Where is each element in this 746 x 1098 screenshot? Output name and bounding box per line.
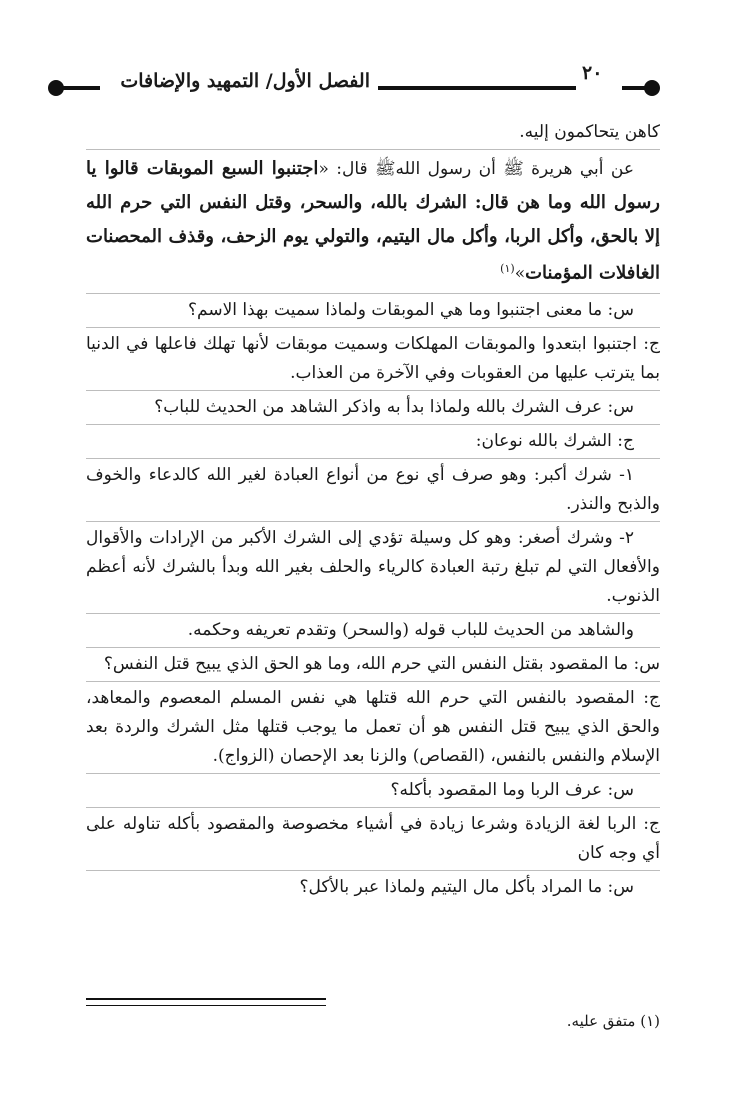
question-2: س: عرف الشرك بالله ولماذا بدأ به واذكر الشاهد من الحديث للباب؟ — [86, 390, 660, 424]
page-body — [86, 116, 660, 904]
answer-2: ج: الشرك بالله نوعان: — [86, 424, 660, 458]
footnote-ref: (١) — [500, 262, 515, 275]
question-1: س: ما معنى اجتنبوا وما هي الموبقات ولماذا سميت بهذا الاسم؟ — [86, 293, 660, 327]
header-rule-middle — [378, 86, 576, 90]
paragraph-intro: كاهن يتحاكمون إليه. — [519, 122, 660, 142]
question-5: س: ما المراد بأكل مال اليتيم ولماذا عبر بالأكل؟ — [86, 870, 660, 904]
header-rule-left — [62, 86, 100, 90]
page-number: ٢٠ — [582, 62, 603, 84]
hadith-paragraph — [86, 149, 660, 293]
chapter-title: الفصل الأول/ التمهيد والإضافات — [120, 70, 370, 92]
header-right-dot — [644, 80, 660, 96]
hadith-intro: عن أبي هريرة ﷺ أن رسول اللهﷺ قال: « — [318, 159, 634, 179]
answer-1: ج: اجتنبوا ابتعدوا والموبقات المهلكات وسميت موبقات لأنها تهلك فاعلها في الدنيا بما يترتب عليها من العقوبات وفي الآخرة من العذاب. — [86, 327, 660, 390]
question-4: س: عرف الربا وما المقصود بأكله؟ — [86, 773, 660, 807]
hadith-text: اجتنبوا السبع الموبقات قالوا يا رسول الله وما هن قال: الشرك بالله، والسحر، وقتل النفس التي حرم الله إلا بالحق، وأكل الربا، وأكل مال اليتيم، والتولي يوم الزحف، وقذف المحصنات الغافلات المؤمنات — [86, 158, 660, 284]
answer-4: ج: الربا لغة الزيادة وشرعا زيادة في أشياء مخصوصة والمقصود بأكله تناوله على أي وجه كان — [86, 807, 660, 870]
question-3: س: ما المقصود بقتل النفس التي حرم الله، وما هو الحق الذي يبيح قتل النفس؟ — [86, 647, 660, 681]
answer-2-item-1: ١- شرك أكبر: وهو صرف أي نوع من أنواع العبادة لغير الله كالدعاء والخوف والذبح والنذر. — [86, 458, 660, 521]
answer-2-witness: والشاهد من الحديث للباب قوله (والسحر) وتقدم تعريفه وحكمه. — [86, 613, 660, 647]
footnote-separator — [86, 998, 326, 1006]
running-header — [40, 60, 666, 104]
answer-3: ج: المقصود بالنفس التي حرم الله قتلها هي نفس المسلم المعصوم والمعاهد، والحق الذي يبيح قتل النفس هو أن تعمل ما يوجب قتلها مثل الشرك والردة بعد الإسلام والنفس بالنفس، (القصاص) والزنا بعد الإحصان (الزواج). — [86, 681, 660, 773]
hadith-close: » — [514, 263, 526, 284]
footnote: (١) متفق عليه. — [566, 1012, 660, 1030]
answer-2-item-2: ٢- وشرك أصغر: وهو كل وسيلة تؤدي إلى الشرك الأكبر من الإرادات والأقوال والأفعال التي لم تبلغ رتبة العبادة كالرياء والحلف بغير الله وبدأ بالشرك لأنه أعظم الذنوب. — [86, 521, 660, 613]
